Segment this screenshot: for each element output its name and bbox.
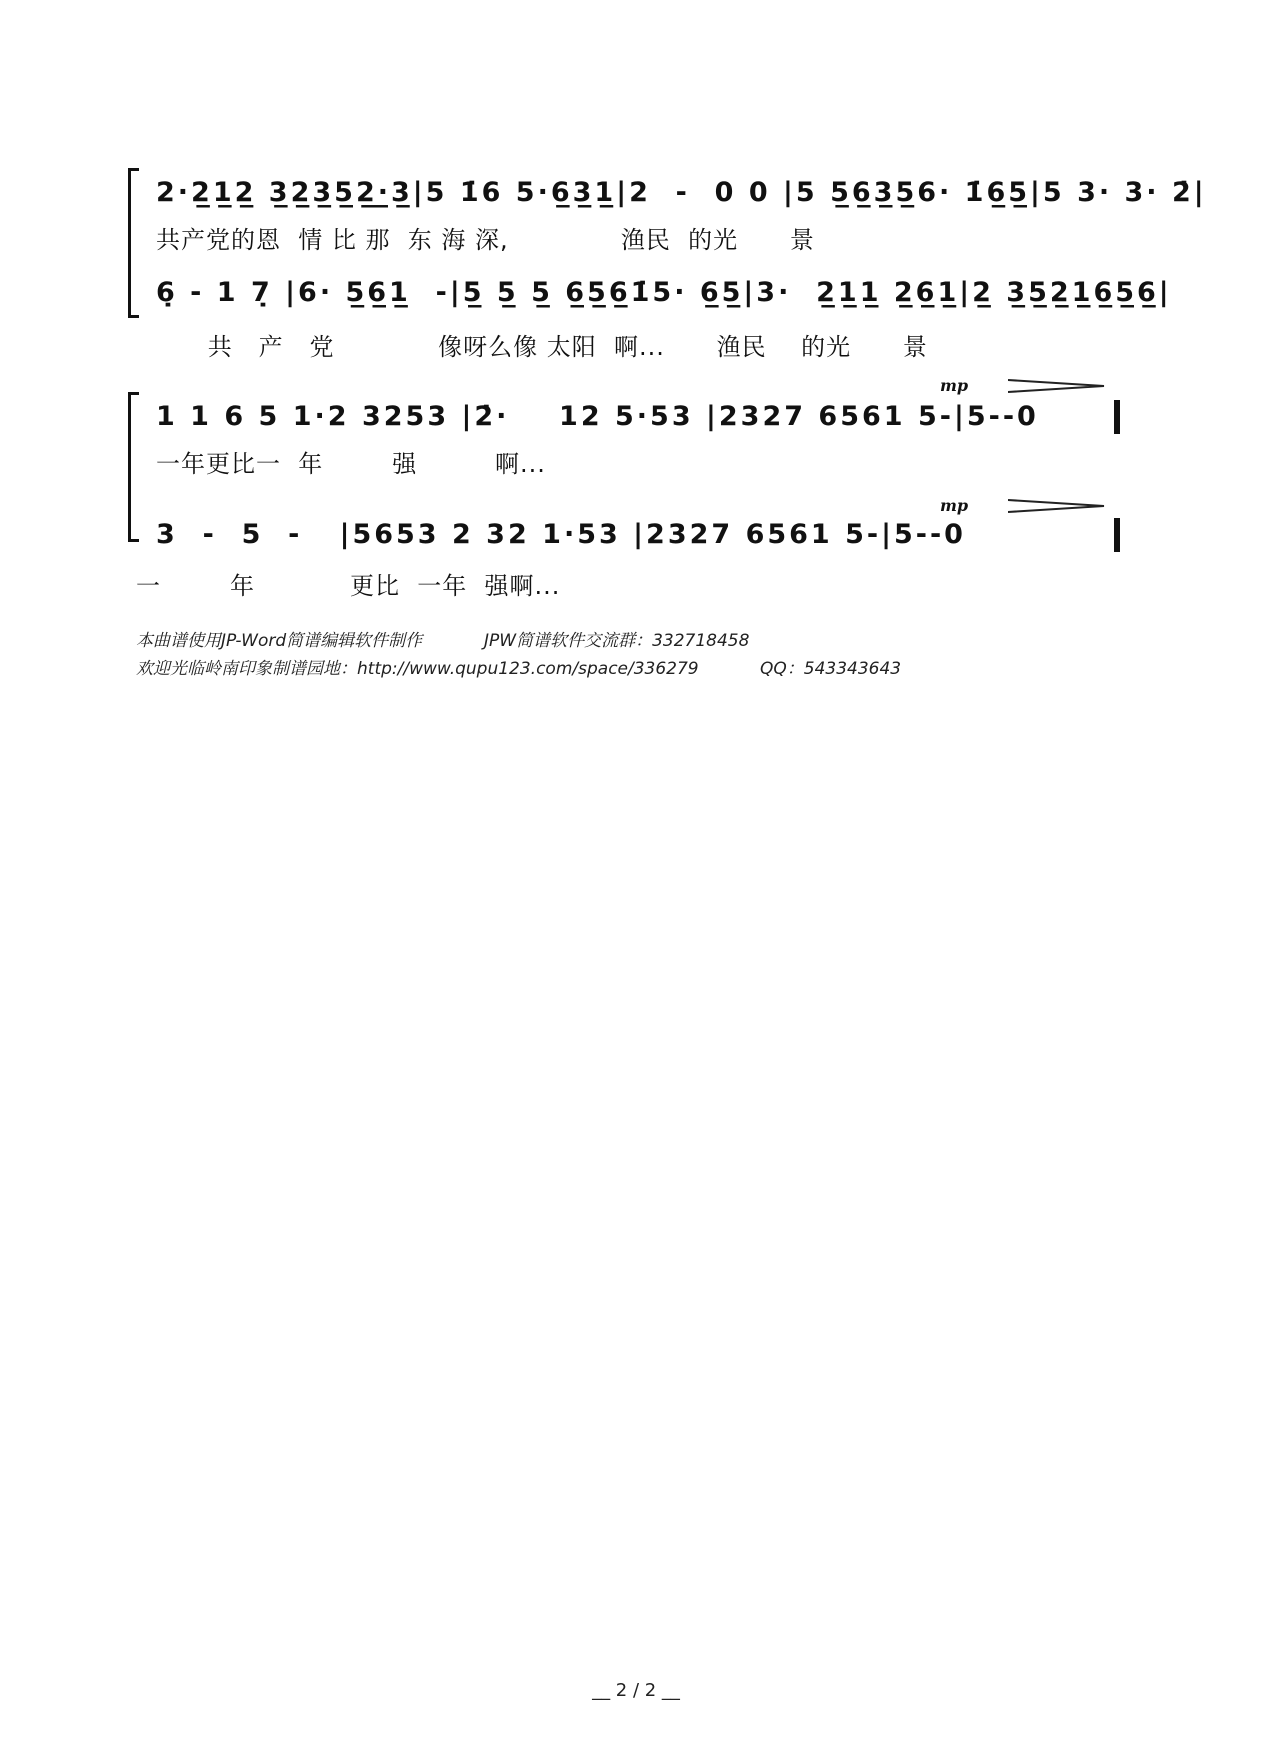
decrescendo-hairpin-lower: [1008, 496, 1108, 516]
footer-line-2-right: QQ：543343643: [760, 659, 902, 679]
system-1: [128, 168, 1207, 318]
upper-lyrics: 共产党的恩 情 比 那 东 海 深, 渔民 的光 景: [156, 226, 815, 254]
lower-staff-2: [156, 510, 1128, 560]
footer-line-1-left: 本曲谱使用JP-Word简谱编辑软件制作: [136, 631, 423, 651]
lower-staff: [156, 268, 1172, 318]
system-2: [128, 376, 1128, 550]
upper-notes: 2·2̲1̲2̲ 3̲2̲3̲5̲2̲·̲3̲|5 1̇6 5·6̲3̲1̲|2 - 0 0 |5 5̲6̲3̲5̲6· 1̇6̲5̲|5 3· 3· 2̇|: [156, 177, 1207, 208]
footer-line-2-left: 欢迎光临岭南印象制谱园地：http://www.qupu123.com/space/336279: [136, 659, 699, 679]
lower-lyrics-1: 共 产 党 像呀么像 太阳 啊... 渔民 的光 景: [156, 333, 928, 361]
lower-lyrics-2: 一 年 更比 一年 强啊...: [136, 572, 561, 600]
system-bracket: [128, 168, 139, 318]
decrescendo-hairpin-upper: [1008, 376, 1108, 396]
upper-staff: [156, 168, 1207, 218]
upper-notes-2: 1 1 6 5 1·2 3253 |2̇· 12 5·53 |2327 6561 5-|5--0: [156, 401, 1039, 432]
lower-notes-2: 3 - 5 - |5653 2 32 1·53 |2327 6561 5-|5--0: [156, 519, 966, 550]
footer-line-1-right: JPW简谱软件交流群：332718458: [484, 631, 750, 651]
dynamic-mark-lower: mp: [940, 496, 969, 515]
upper-staff-2: [156, 392, 1128, 442]
page-number: __ 2 / 2 __: [592, 1680, 680, 1701]
lower-notes: 6̣ - 1 7̣ |6· 5̲6̲1̲ -|5̲ 5̲ 5̲ 6̲5̲6̲1̇5· 6̲5̲|3· 2̲1̲1̲ 2̲6̲1̲|2̲ 3̲5̲2̲1̲6̲5̲6̲|: [156, 277, 1172, 308]
final-barline-lower: [1114, 518, 1120, 552]
dynamic-mark-upper: mp: [940, 376, 969, 395]
final-barline-upper: [1114, 400, 1120, 434]
system-bracket-2: [128, 392, 139, 542]
upper-lyrics-2: 一年更比一 年 强 啊...: [156, 450, 546, 478]
